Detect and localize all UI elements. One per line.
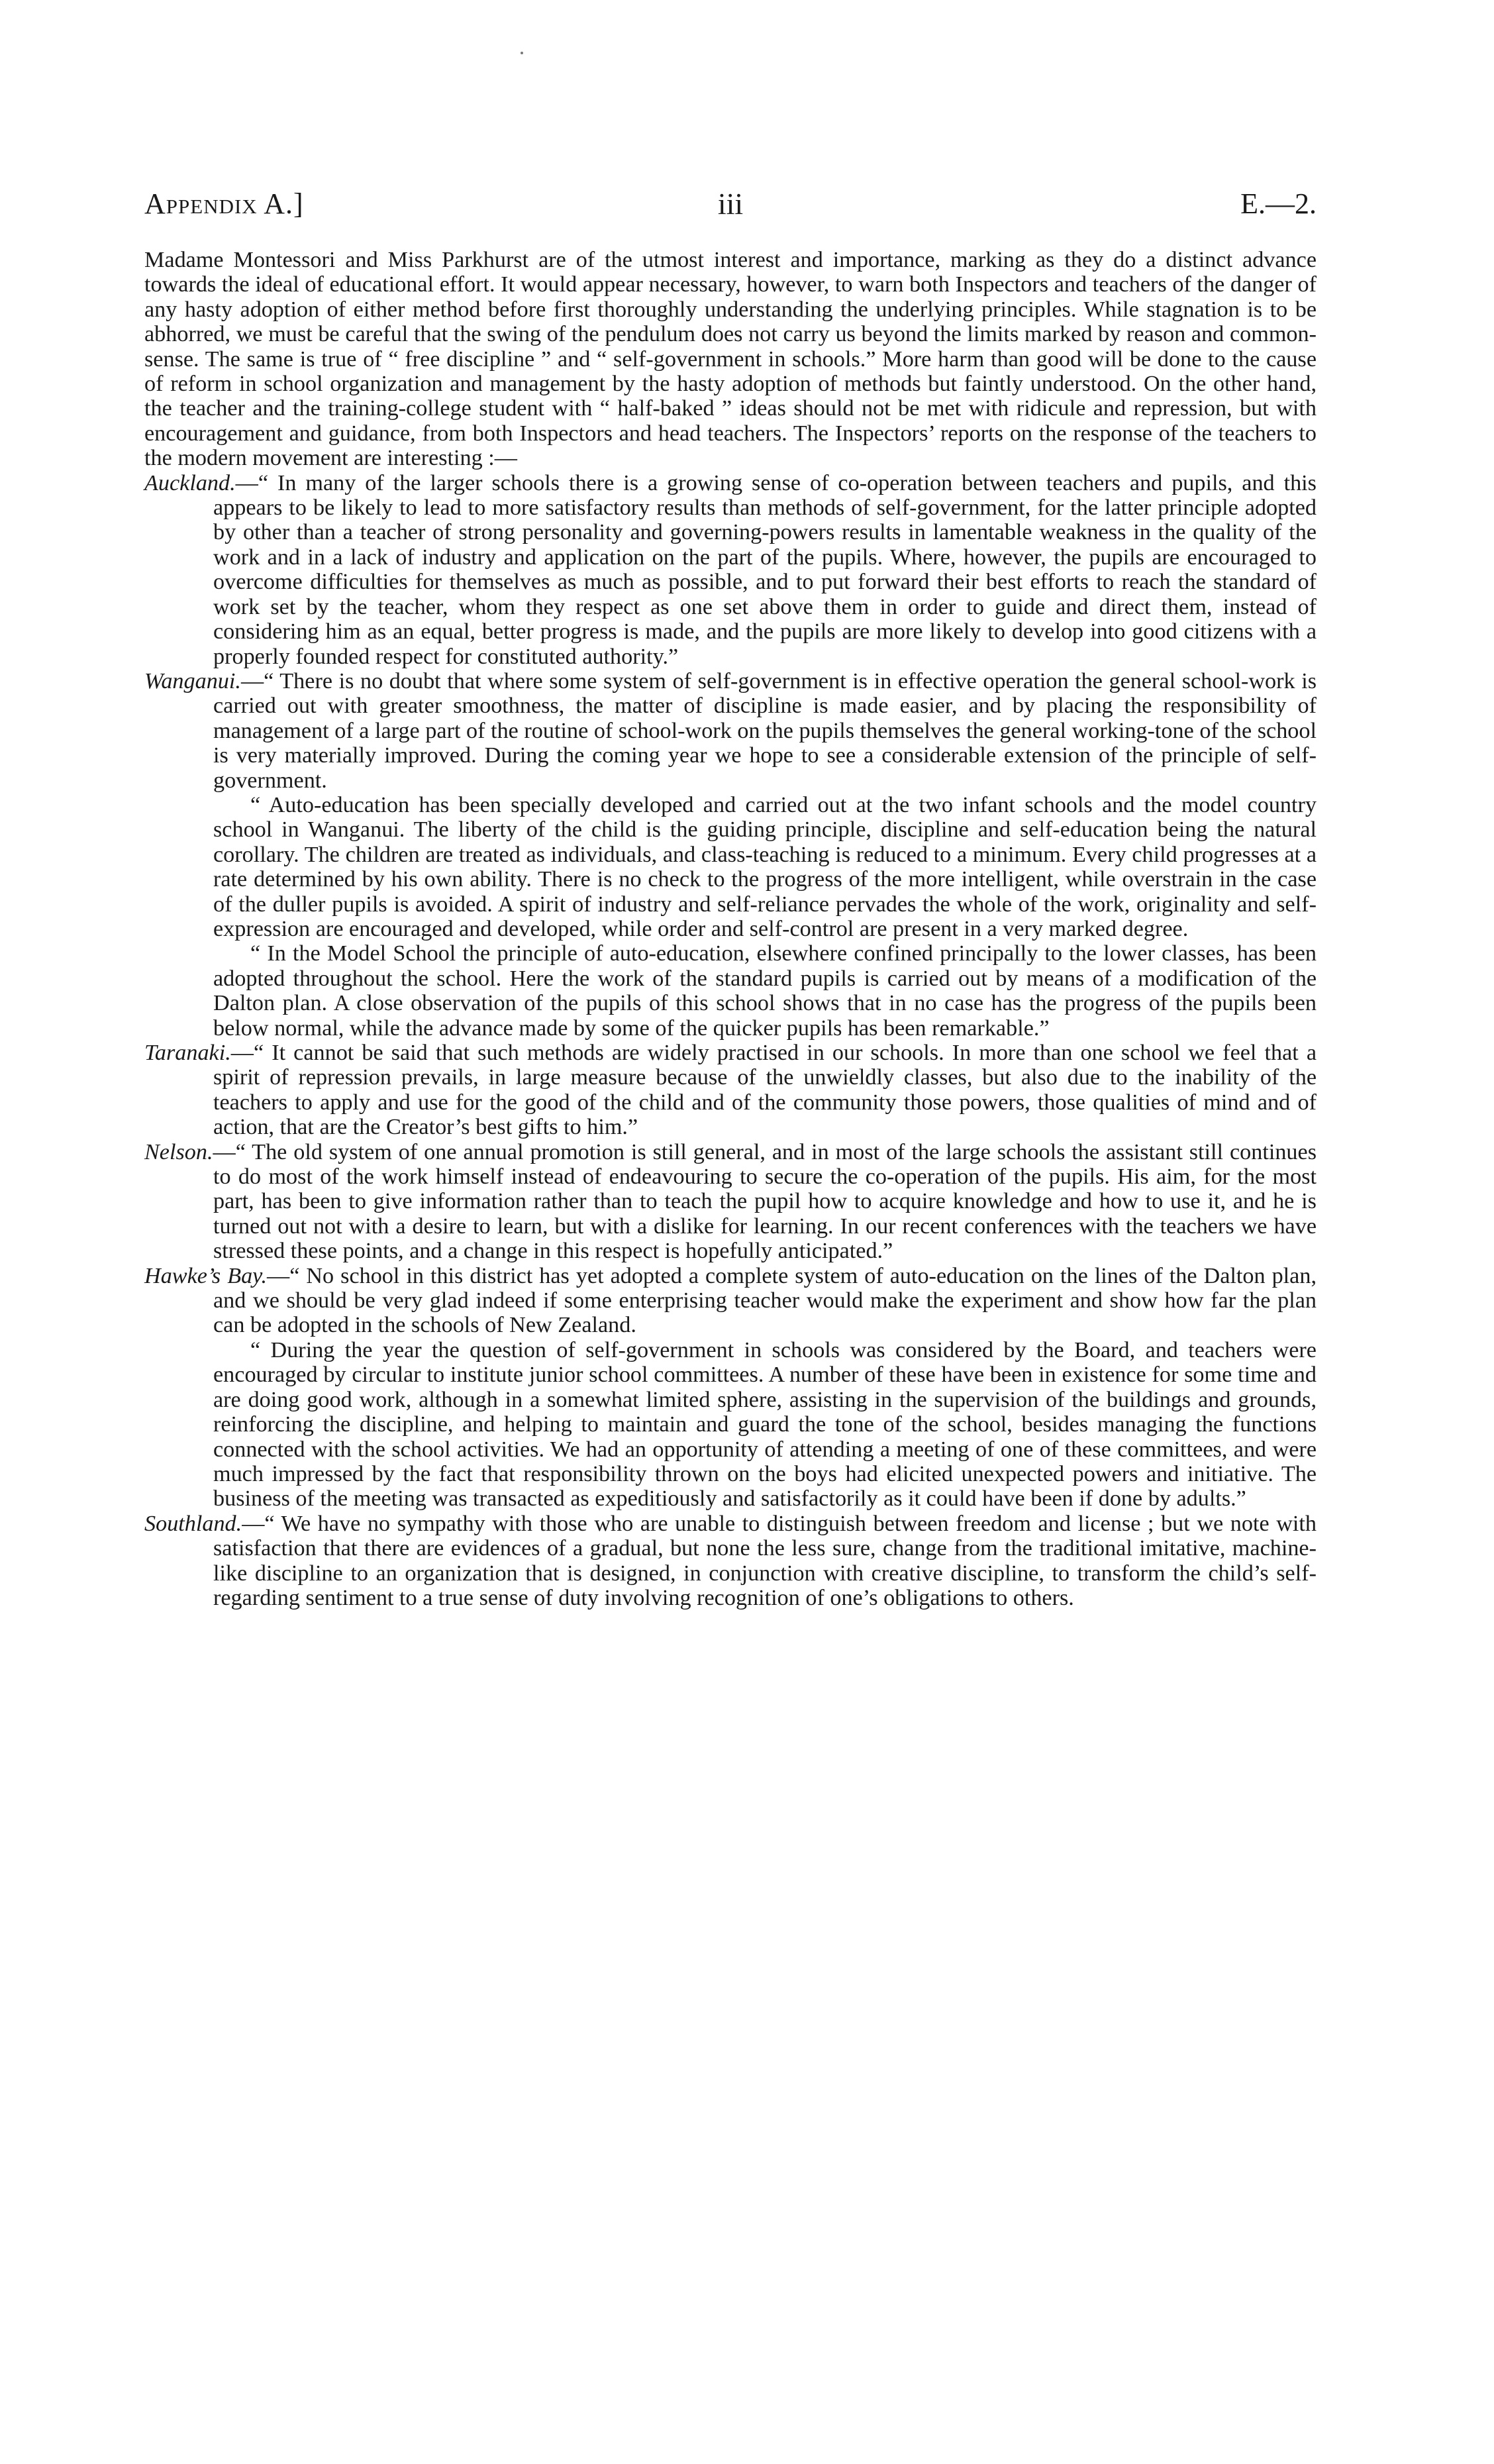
entry-text: —“ In many of the larger schools there is a growing sense of co-operation between teachers and pupils, and this appears to be likely to lead to more satisfactory results than methods of self-government, for the latter principle adopted by other than a teacher of strong personality and governing-powers results in lamentable weakness in the quality of the work and in a lack of industry and application on the part of the pupils. Where, however, the pupils are encouraged to overcome difficulties for themselves as much as possible, and to put forward their best efforts to reach the standard of work set by the teacher, whom they respect as one set above them in order to guide and direct them, instead of considering him as an equal, better progress is made, and the pupils are more likely to develop into good citizens with a properly founded respect for constituted authority.” <box>213 470 1317 669</box>
entry-nelson <box>144 1140 1317 1264</box>
place-name: Wanganui. <box>144 668 241 693</box>
entry-southland <box>144 1512 1317 1611</box>
place-name: Auckland. <box>144 470 236 495</box>
header-reference: E.—2. <box>1240 187 1317 220</box>
entry-auckland <box>144 471 1317 669</box>
place-name: Hawke’s Bay. <box>144 1263 268 1288</box>
entry-text: —“ It cannot be said that such methods are widely practised in our schools. In more than one school we feel that a spirit of repression prevails, in large measure because of the unwieldly classes, but also due to the inability of the teachers to apply and use for the good of the child and of the community those powers, those qualities of mind and of action, that are the Creator’s best gifts to him.” <box>213 1041 1317 1140</box>
place-name: Taranaki. <box>144 1041 231 1065</box>
body-text <box>144 248 1317 1610</box>
header-appendix: Appendix A.] <box>144 187 304 220</box>
entry-text: —“ There is no doubt that where some system of self-government is in effective operation the general school-work is carried out with greater smoothness, the matter of discipline is made easier, and by placing the responsibility of management of a large part of the routine of school-work on the pupils themselves the general working-tone of the school is very materially improved. During the coming year we hope to see a considerable extension of the principle of self-government. <box>213 668 1317 793</box>
place-name: Nelson. <box>144 1139 213 1164</box>
entry-wanganui-continuation: “ In the Model School the principle of auto-education, elsewhere confined principally to the lower classes, has been adopted throughout the school. Here the work of the standard pupils is carried out by means of a modification of the Dalton plan. A close observation of the pupils of this school shows that in no case has the progress of the pupils been below normal, while the advance made by some of the quicker pupils has been remarkable.” <box>213 941 1317 1041</box>
place-name: Southland. <box>144 1511 242 1536</box>
page-header <box>144 184 1317 224</box>
header-page-number: iii <box>717 187 744 221</box>
entry-text: —“ No school in this district has yet adopted a complete system of auto-education on the lines of the Dalton plan, and we should be very glad indeed if some enterprising teacher would make the experiment and show how far the plan can be adopted in the schools of New Zealand. <box>213 1263 1317 1338</box>
scan-speck <box>521 52 523 54</box>
intro-paragraph: Madame Montessori and Miss Parkhurst are of the utmost interest and importance, marking as they do a distinct advance towards the ideal of educational effort. It would appear necessary, however, to warn both Inspectors and teachers of the danger of any hasty adoption of either method before first thoroughly understanding the underlying principles. While stagnation is to be abhorred, we must be careful that the swing of the pendulum does not carry us beyond the limits marked by reason and common-sense. The same is true of “ free discipline ” and “ self-government in schools.” More harm than good will be done to the cause of reform in school organization and management by the hasty adoption of methods but faintly understood. On the other hand, the teacher and the training-college student with “ half-baked ” ideas should not be met with ridicule and repression, but with encouragement and guidance, from both Inspectors and head teachers. The Inspectors’ reports on the response of the teachers to the modern movement are interesting :— <box>144 248 1317 471</box>
entry-hawkes-bay-continuation: “ During the year the question of self-government in schools was considered by the Board, and teachers were encouraged by circular to institute junior school committees. A number of these have been in existence for some time and are doing good work, although in a somewhat limited sphere, assisting in the supervision of the buildings and grounds, reinforcing the discipline, and helping to maintain and guard the tone of the school, besides managing the functions connected with the school activities. We had an opportunity of attending a meeting of one of these committees, and were much impressed by the fact that responsibility thrown on the boys had elicited unexpected powers and initiative. The business of the meeting was transacted as expeditiously and satisfactorily as it could have been if done by adults.” <box>213 1337 1317 1512</box>
entry-hawkes-bay <box>144 1264 1317 1338</box>
entry-wanganui-continuation: “ Auto-education has been specially developed and carried out at the two infant schools and the model country school in Wanganui. The liberty of the child is the guiding principle, discipline and self-education being the natural corollary. The children are treated as individuals, and class-teaching is reduced to a minimum. Every child progresses at a rate determined by his own ability. There is no check to the progress of the more intelligent, while overstrain in the case of the duller pupils is avoided. A spirit of industry and self-reliance pervades the whole of the work, originality and self-expression are encouraged and developed, while order and self-control are present in a very marked degree. <box>213 792 1317 941</box>
entry-taranaki <box>144 1041 1317 1140</box>
entry-text: —“ The old system of one annual promotion is still general, and in most of the large schools the assistant still continues to do most of the work himself instead of endeavouring to secure the co-operation of the pupils. His aim, for the most part, has been to give information rather than to teach the pupil how to acquire knowledge and how to use it, and he is turned out not with a desire to learn, but with a dislike for learning. In our recent conferences with the teachers we have stressed these points, and a change in this respect is hopefully anticipated.” <box>213 1139 1317 1264</box>
entry-text: —“ We have no sympathy with those who are unable to distinguish between freedom and license ; but we note with satisfaction that there are evidences of a gradual, but none the less sure, change from the traditional imitative, machine-like discipline to an organization that is designed, in conjunction with creative discipline, to transform the child’s self-regarding sentiment to a true sense of duty involving recognition of one’s obligations to others. <box>213 1511 1317 1610</box>
entry-wanganui <box>144 669 1317 793</box>
